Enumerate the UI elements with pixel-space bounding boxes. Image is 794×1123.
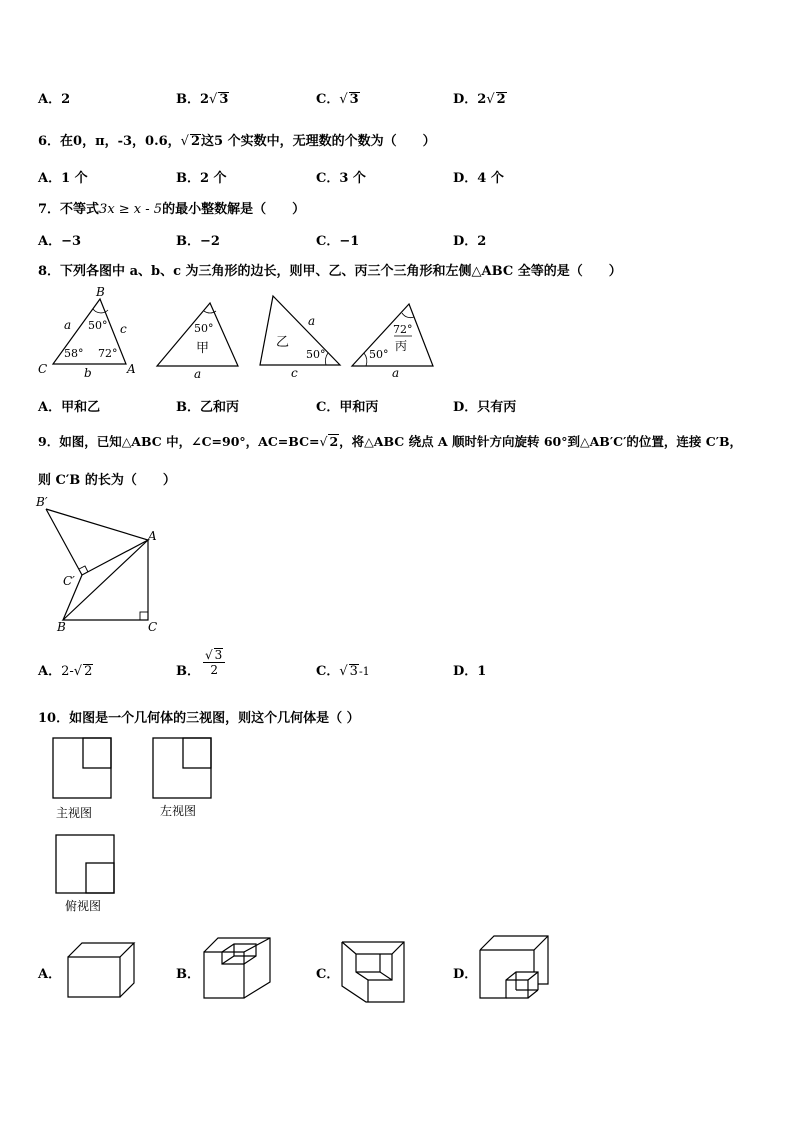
- q7-text-post: 的最小整数解是（ ）: [162, 202, 306, 217]
- option-letter: D．: [453, 92, 478, 107]
- label-bing: 丙: [395, 339, 408, 353]
- sqrt-sign: √: [339, 92, 348, 107]
- label-a: A: [127, 362, 136, 376]
- side-jia: a: [194, 367, 202, 381]
- q7-option-c[interactable]: C．−1: [316, 234, 360, 249]
- q6-option-b[interactable]: B．2 个: [176, 171, 227, 186]
- option-letter: B．: [176, 664, 200, 679]
- q10-option-a[interactable]: A．: [38, 967, 62, 982]
- label-c-prime: C′: [63, 574, 75, 588]
- option-letter: C．: [316, 92, 340, 107]
- solid-b-notched-top: [196, 932, 278, 1004]
- q8-option-d[interactable]: D．只有丙: [453, 400, 517, 415]
- option-value: 2: [61, 92, 71, 107]
- option-letter: B．: [176, 92, 200, 107]
- q7-option-a[interactable]: A．−3: [38, 234, 82, 249]
- label-yi: 乙: [276, 335, 290, 350]
- angle-b: 50°: [88, 319, 108, 332]
- q9-option-a[interactable]: [38, 660, 93, 679]
- q10-stem: 10．如图是一个几何体的三视图，则这个几何体是（ ）: [38, 711, 360, 726]
- sqrt-sign: √: [209, 92, 218, 107]
- sqrt-sign: √: [205, 648, 213, 662]
- solid-c-notched-front: [336, 934, 418, 1006]
- side-a: a: [64, 318, 72, 332]
- side-yi-c: c: [291, 366, 298, 380]
- q8-stem: 8．下列各图中 a、b、c 为三角形的边长，则甲、乙、丙三个三角形和左侧△ABC 全等的是（ ）: [38, 264, 622, 279]
- radicand: 3: [349, 664, 358, 679]
- q10-three-views: [0, 730, 260, 915]
- option-letter: A．: [38, 664, 62, 679]
- solid-d-notched-corner: [476, 932, 556, 1004]
- front-view-label: 主视图: [56, 806, 93, 820]
- q5-option-b[interactable]: [176, 88, 229, 107]
- sqrt-sign: √: [339, 664, 348, 679]
- q9-option-c[interactable]: [316, 660, 370, 679]
- q6-option-a[interactable]: A．1 个: [38, 171, 88, 186]
- q5-option-a[interactable]: [38, 88, 70, 107]
- radicand: 2: [329, 434, 339, 449]
- triangle-bing: [352, 304, 433, 380]
- q8-option-b[interactable]: B．乙和丙: [176, 400, 239, 415]
- angle-jia: 50°: [194, 322, 214, 335]
- q6-stem: [38, 130, 436, 149]
- q7-text-pre: 7．不等式: [38, 202, 100, 217]
- angle-bing-2: 50°: [369, 348, 389, 361]
- angle-yi: 50°: [306, 348, 326, 361]
- q9-rotation-figure: [30, 492, 170, 637]
- q9-option-b[interactable]: [176, 660, 200, 679]
- sqrt-sign: √: [486, 92, 495, 107]
- radicand: 3: [349, 92, 359, 107]
- angle-bing-1: 72°: [393, 323, 413, 336]
- q5-option-d[interactable]: [453, 88, 507, 107]
- side-yi-a: a: [308, 314, 316, 328]
- solid-a-cube: [60, 935, 140, 1005]
- option-post: -1: [358, 665, 370, 678]
- label-b-prime: B′: [36, 495, 48, 509]
- q9-option-b-fraction: [203, 648, 225, 677]
- triangle-yi: [260, 296, 340, 380]
- q8-option-a[interactable]: A．甲和乙: [38, 400, 101, 415]
- q6-text-pre: 6．在0，π，-3，0.6，: [38, 134, 181, 149]
- side-c: c: [120, 322, 127, 336]
- radicand: 2: [84, 664, 93, 679]
- side-b: b: [84, 366, 92, 380]
- radicand: 2: [190, 134, 201, 149]
- label-c: C: [148, 620, 158, 634]
- q7-option-b[interactable]: B．−2: [176, 234, 220, 249]
- angle-a: 72°: [98, 347, 118, 360]
- q6-option-d[interactable]: D．4 个: [453, 171, 504, 186]
- q7-option-d[interactable]: D．2: [453, 234, 487, 249]
- left-view-label: 左视图: [160, 804, 197, 818]
- label-c: C: [38, 362, 48, 376]
- left-view: [153, 738, 211, 798]
- sqrt-sign: √: [73, 664, 83, 679]
- radicand: 2: [496, 92, 506, 107]
- front-view: [53, 738, 111, 798]
- label-a: A: [148, 529, 157, 543]
- q10-option-c[interactable]: C．: [316, 967, 340, 982]
- option-coef: 2: [200, 92, 210, 107]
- triangle-abc: [38, 285, 136, 380]
- q9-text-pre: 9．如图，已知△ABC 中，∠C=90°，AC=BC=: [38, 434, 320, 449]
- q9-option-d[interactable]: D．1: [453, 664, 487, 679]
- q6-option-c[interactable]: C．3 个: [316, 171, 366, 186]
- option-letter: C．: [316, 664, 340, 679]
- numerator-radicand: 3: [214, 648, 223, 662]
- q7-formula: 3x ≥ x - 5: [99, 202, 163, 217]
- radicand: 3: [219, 92, 229, 107]
- angle-c: 58°: [64, 347, 84, 360]
- q5-option-c[interactable]: [316, 88, 360, 107]
- q10-option-d[interactable]: D．: [453, 967, 478, 982]
- label-b: B: [57, 620, 66, 634]
- q7-stem: [38, 198, 305, 217]
- q9-stem-line2: 则 C′B 的长为（ ）: [38, 473, 176, 488]
- q6-text-post: 这5 个实数中，无理数的个数为（ ）: [201, 134, 436, 149]
- q8-option-c[interactable]: C．甲和丙: [316, 400, 379, 415]
- sqrt-sign: √: [319, 434, 328, 449]
- sqrt-sign: √: [180, 134, 189, 149]
- q10-option-b[interactable]: B．: [176, 967, 200, 982]
- top-view-label: 俯视图: [65, 899, 102, 913]
- option-letter: A．: [38, 92, 62, 107]
- top-view: [56, 835, 114, 893]
- q9-text-post: ，将△ABC 绕点 A 顺时针方向旋转 60°到△AB′C′的位置，连接 C′B，: [339, 434, 743, 449]
- q8-triangles-figure: [0, 280, 470, 385]
- triangle-jia: [157, 303, 238, 381]
- denominator: 2: [210, 663, 218, 677]
- label-jia: 甲: [196, 341, 210, 356]
- option-coef: 2: [477, 92, 487, 107]
- label-b: B: [96, 285, 105, 299]
- side-bing: a: [392, 366, 400, 380]
- q9-stem-line1: [38, 432, 742, 450]
- option-pre: 2-: [61, 664, 74, 679]
